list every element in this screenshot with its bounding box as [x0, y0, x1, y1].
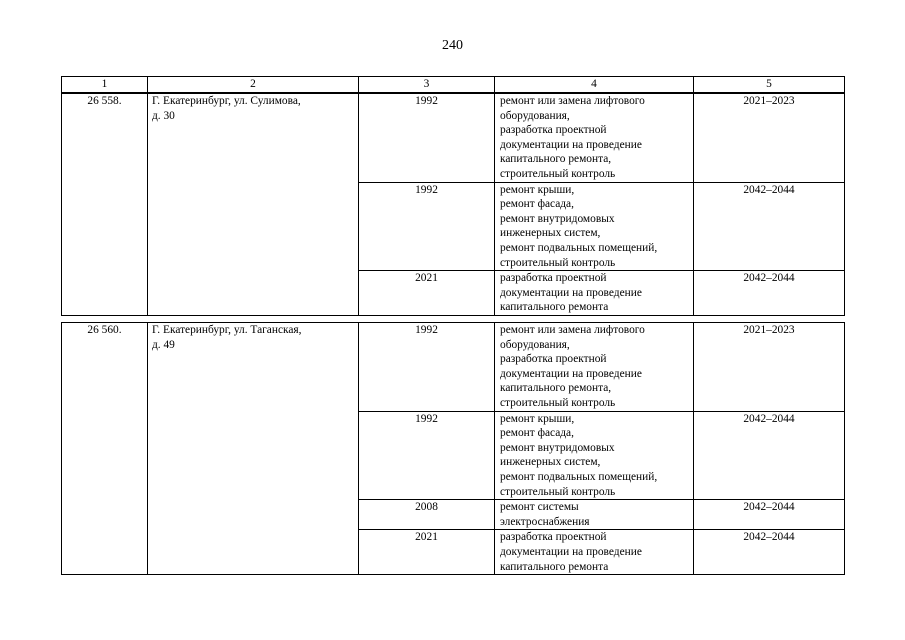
house-block-body [62, 94, 845, 316]
work-item: ремонт подвальных помещений, [500, 241, 658, 254]
work-item: ремонт системы [500, 501, 579, 514]
address-line: Г. Екатеринбург, ул. Таганская, [152, 324, 302, 336]
work-item: разработка проектной [500, 531, 607, 544]
period-cell: 2042–2044 [694, 500, 845, 530]
work-item: оборудования, [500, 109, 570, 122]
column-header-1: 1 [62, 77, 148, 93]
work-item: ремонт внутридомовых [500, 441, 615, 454]
period-cell: 2021–2023 [694, 94, 845, 183]
period-cell: 2021–2023 [694, 323, 845, 412]
work-item: документации на проведение [500, 286, 642, 299]
works-cell [495, 271, 694, 316]
column-header-table [61, 76, 845, 93]
house-block-body [62, 323, 845, 575]
house-number-cell: 26 560. [62, 323, 148, 575]
work-item: документации на проведение [500, 545, 642, 558]
work-item: ремонт крыши, [500, 183, 575, 196]
period-cell: 2042–2044 [694, 182, 845, 271]
year-cell: 1992 [359, 323, 495, 412]
work-item: ремонт крыши, [500, 412, 575, 425]
column-header-row [62, 77, 845, 93]
work-item: капитального ремонта [500, 560, 609, 573]
table-row [62, 94, 845, 183]
work-item: инженерных систем, [500, 456, 601, 469]
work-item: ремонт фасада, [500, 427, 574, 440]
year-cell: 1992 [359, 94, 495, 183]
year-cell: 2008 [359, 500, 495, 530]
work-item: капитального ремонта, [500, 153, 612, 166]
work-item: инженерных систем, [500, 227, 601, 240]
work-item: разработка проектной [500, 353, 607, 366]
work-item: строительный контроль [500, 485, 616, 498]
address-line: д. 49 [152, 338, 175, 351]
work-item: электроснабжения [500, 515, 590, 528]
work-item: ремонт подвальных помещений, [500, 470, 658, 483]
work-item: документации на проведение [500, 367, 642, 380]
year-cell: 1992 [359, 182, 495, 271]
column-header-5: 5 [694, 77, 845, 93]
works-cell [495, 530, 694, 575]
work-item: разработка проектной [500, 272, 607, 285]
column-header-4: 4 [495, 77, 694, 93]
work-item: ремонт или замена лифтового [500, 95, 645, 107]
works-cell [495, 323, 694, 412]
works-cell [495, 94, 694, 183]
period-cell: 2042–2044 [694, 530, 845, 575]
house-block-table [61, 322, 845, 575]
column-header-2: 2 [148, 77, 359, 93]
house-number-cell: 26 558. [62, 94, 148, 316]
address-line: д. 30 [152, 109, 175, 122]
works-cell [495, 411, 694, 500]
year-cell: 2021 [359, 530, 495, 575]
work-item: документации на проведение [500, 138, 642, 151]
work-item: строительный контроль [500, 396, 616, 409]
table-row [62, 323, 845, 412]
year-cell: 2021 [359, 271, 495, 316]
work-item: строительный контроль [500, 256, 616, 269]
work-item: оборудования, [500, 338, 570, 351]
address-line: Г. Екатеринбург, ул. Сулимова, [152, 95, 301, 107]
year-cell: 1992 [359, 411, 495, 500]
period-cell: 2042–2044 [694, 271, 845, 316]
house-block-table [61, 93, 845, 316]
address-cell [148, 94, 359, 316]
address-cell [148, 323, 359, 575]
work-item: строительный контроль [500, 167, 616, 180]
works-cell [495, 500, 694, 530]
work-item: разработка проектной [500, 124, 607, 137]
work-item: ремонт внутридомовых [500, 212, 615, 225]
work-item: капитального ремонта [500, 301, 609, 314]
work-item: ремонт фасада, [500, 198, 574, 211]
column-header-3: 3 [359, 77, 495, 93]
work-item: ремонт или замена лифтового [500, 324, 645, 336]
page-number: 240 [442, 38, 463, 53]
works-cell [495, 182, 694, 271]
work-item: капитального ремонта, [500, 382, 612, 395]
period-cell: 2042–2044 [694, 411, 845, 500]
